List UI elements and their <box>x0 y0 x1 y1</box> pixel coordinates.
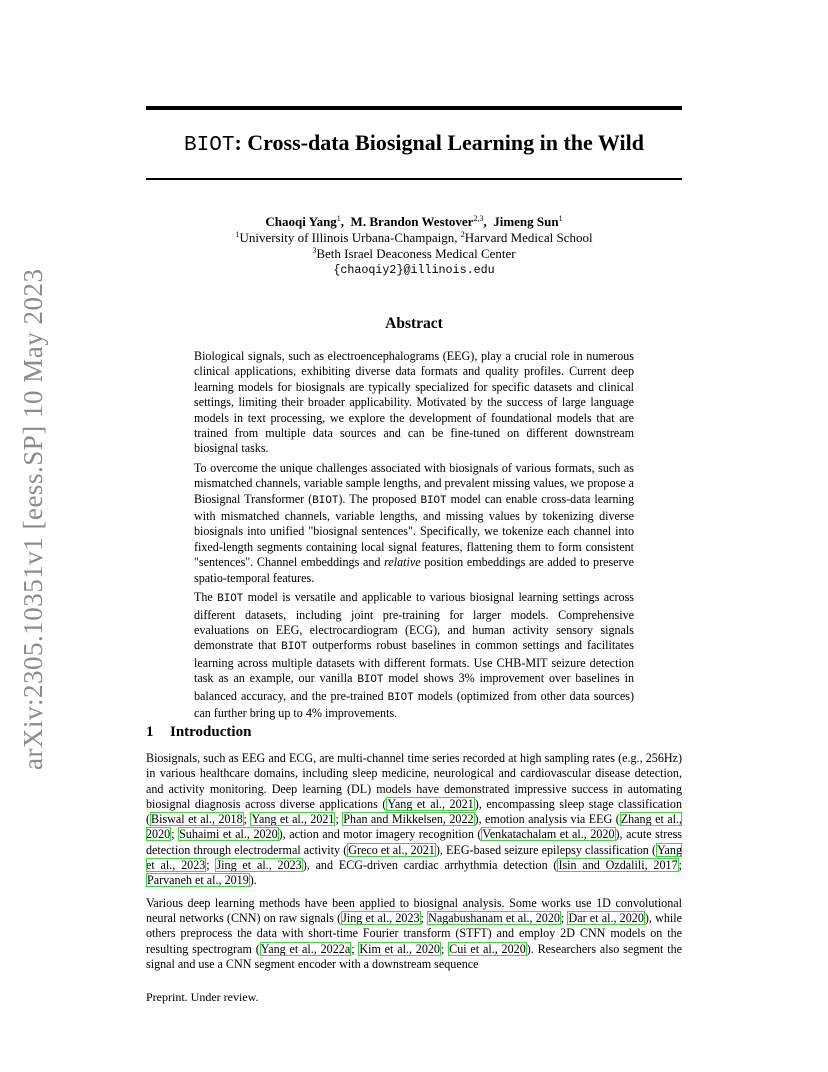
citation-link[interactable]: Yang et al., 2021 <box>251 812 335 827</box>
intro-paragraph-2 <box>146 896 682 972</box>
abstract-text: To overcome the unique challenges associated with biosignals of various formats, such as mismatched channels, variable sample lengths, and prevalent missing values, we propose a Biosignal Transformer ( <box>194 460 634 506</box>
citation-link[interactable]: Kim et al., 2020 <box>359 941 440 956</box>
body-text: ), acute stress detection through electrodermal activity ( <box>146 827 682 857</box>
citation-link[interactable]: Jing et al., 2023 <box>342 910 420 925</box>
author-1-affil: 1 <box>336 214 341 223</box>
abstract-text: models (optimized from other data sources) can further bring up to 4% improvements. <box>194 688 634 720</box>
abstract-text: model can enable cross-data learning with mismatched channels, variable lengths, and missing values by tokenizing diverse biosignals into unified "biosignal sentences". Specifically, we tokenize each channel into fixed-length segments containing local signal features, flattening them to form consistent "sentences". Channel embeddings and <box>194 491 634 570</box>
citation-link[interactable]: Yang et al., 2021 <box>387 796 474 811</box>
citation-link[interactable]: Phan and Mikkelsen, 2022 <box>343 812 474 827</box>
body-text: ), emotion analysis via EEG ( <box>474 812 620 827</box>
title-rule-bottom <box>146 178 682 180</box>
body-text: ; <box>171 827 179 842</box>
abstract-paragraph-2 <box>194 461 634 586</box>
affil-2-marker: 2 <box>460 230 465 239</box>
body-text: ; <box>243 812 251 827</box>
body-text: Various deep learning methods have been applied to biosignal analysis. Some works use 1D convolutional neural networks (CNN) on raw signals ( <box>146 895 682 925</box>
body-text: ). Researchers also segment the signal and use a CNN segment encoder with a downstream sequence <box>146 941 683 971</box>
author-2: M. Brandon Westover <box>350 214 474 229</box>
introduction-body <box>146 751 682 979</box>
title-rule-top <box>146 106 682 110</box>
author-2-affil: 2,3 <box>473 214 484 223</box>
paper-title <box>146 130 682 157</box>
title-text: : Cross-data Biosignal Learning in the Wild <box>234 130 644 155</box>
citation-link[interactable]: Jing et al., 2023 <box>216 858 302 873</box>
citation-link[interactable]: Zhang et al., 2020 <box>146 812 683 842</box>
affiliation-line-2 <box>146 246 682 262</box>
body-text: ; <box>678 858 682 873</box>
abstract-paragraph-3 <box>194 590 634 721</box>
affil-3: Beth Israel Deaconess Medical Center <box>316 246 516 261</box>
author-email[interactable]: {chaoqiy2}@illinois.edu <box>333 263 495 277</box>
emphasis: relative <box>384 555 421 570</box>
body-text: ; <box>440 941 449 956</box>
citation-link[interactable]: Venkatachalam et al., 2020 <box>482 827 615 842</box>
citation-link[interactable]: Yang et al., 2023 <box>146 842 682 873</box>
author-names: Chaoqi Yang$^1$, M. Brandon Westover$^{2,3}$, Jimeng Sun$^1$ <box>265 214 563 229</box>
author-block <box>146 214 682 278</box>
model-name: BIOT <box>420 494 447 507</box>
abstract-text: The <box>194 590 218 605</box>
body-text: ; <box>335 812 343 827</box>
arxiv-stamp: arXiv:2305.10351v1 [eess.SP] 10 May 2023 <box>18 268 48 770</box>
body-text: ; <box>351 941 359 956</box>
affil-1: University of Illinois Urbana-Champaign, <box>239 230 461 245</box>
citation-link[interactable]: Biswal et al., 2018 <box>151 812 243 827</box>
citation-link[interactable]: Parvaneh et al., 2019 <box>147 873 249 888</box>
abstract-text: model is versatile and applicable to various biosignal learning settings across different datasets, including joint pre-training for larger models. Comprehensive evaluations on EEG, electrocardiogram (ECG), and human activity sensory signals demonstrate that <box>194 590 634 653</box>
footer-note: Preprint. Under review. <box>146 990 259 1004</box>
section-heading-introduction <box>146 724 251 741</box>
author-3-affil: 1 <box>558 214 563 223</box>
body-text: ), action and motor imagery recognition ( <box>278 827 482 842</box>
body-text: Biosignals, such as EEG and ECG, are multi-channel time series recorded at high sampling rates (e.g., 256Hz) in various healthcare domains, including sleep medicine, neurological and cardiovascular disease detection, and activity monitoring. Deep learning (DL) models have demonstrated impressive success in automating biosignal diagnosis across diverse applications ( <box>146 751 682 811</box>
model-name: BIOT <box>312 494 339 507</box>
abstract-text: position embeddings are added to preserve spatio-temporal features. <box>194 555 634 585</box>
abstract-text: outperforms robust baselines in common settings and facilitates learning across multiple datasets with different formats. Use CHB-MIT seizure detection task as an example, our vanilla <box>194 638 634 686</box>
body-text: ), while others preprocess the data with short-time Fourier transform (STFT) and employ 2D CNN models on the resulting spectrogram ( <box>146 910 682 956</box>
citation-link[interactable]: Yang et al., 2022a <box>260 941 351 956</box>
citation-link[interactable]: Dar et al., 2020 <box>568 910 644 925</box>
author-3: Jimeng Sun <box>493 214 559 229</box>
author-1: Chaoqi Yang <box>265 214 337 229</box>
intro-paragraph-1 <box>146 751 682 889</box>
abstract-heading: Abstract <box>385 315 443 332</box>
citation-link[interactable]: Nagabushanam et al., 2020 <box>428 910 560 925</box>
body-text: ), EEG-based seizure epilepsy classification ( <box>435 842 657 857</box>
model-name: BIOT <box>281 641 308 654</box>
body-text: ; <box>206 858 216 873</box>
citation-link[interactable]: Suhaimi et al., 2020 <box>179 827 278 842</box>
affil-2: Harvard Medical School <box>464 230 593 245</box>
abstract-body <box>194 349 634 725</box>
affil-3-marker: 3 <box>312 246 317 255</box>
abstract-text: ). The proposed <box>338 491 421 506</box>
title-model-name: BIOT <box>184 134 235 157</box>
body-text: ; <box>420 910 428 925</box>
affil-1-marker: 1 <box>235 230 240 239</box>
model-name: BIOT <box>357 674 384 687</box>
citation-link[interactable]: Greco et al., 2021 <box>348 842 435 857</box>
abstract-paragraph-1: Biological signals, such as electroencephalograms (EEG), play a crucial role in numerous clinical applications, exhibiting diverse data formats and quality profiles. Current deep learning models for biosignals are typically specialized for specific datasets and clinical settings, limiting their broader applicability. Motivated by the success of large language models in text processing, we explore the development of foundational models that are trained from multiple data sources and can be fine-tuned on different downstream biosignal tasks. <box>194 349 634 456</box>
body-text: ). <box>249 873 257 888</box>
section-title: Introduction <box>170 724 252 740</box>
body-text: ; <box>560 910 568 925</box>
body-text: ), encompassing sleep stage classification ( <box>146 796 682 827</box>
citation-link[interactable]: Isin and Ozdalili, 2017 <box>558 858 678 873</box>
affiliation-line-1 <box>146 230 682 246</box>
model-name: BIOT <box>217 593 244 606</box>
body-text: ), and ECG-driven cardiac arrhythmia detection ( <box>302 858 558 873</box>
abstract-text: model shows 3% improvement over baselines in balanced accuracy, and the pre-trained <box>194 671 634 703</box>
citation-link[interactable]: Cui et al., 2020 <box>449 941 526 956</box>
section-number: 1 <box>146 724 154 740</box>
model-name: BIOT <box>387 691 414 704</box>
